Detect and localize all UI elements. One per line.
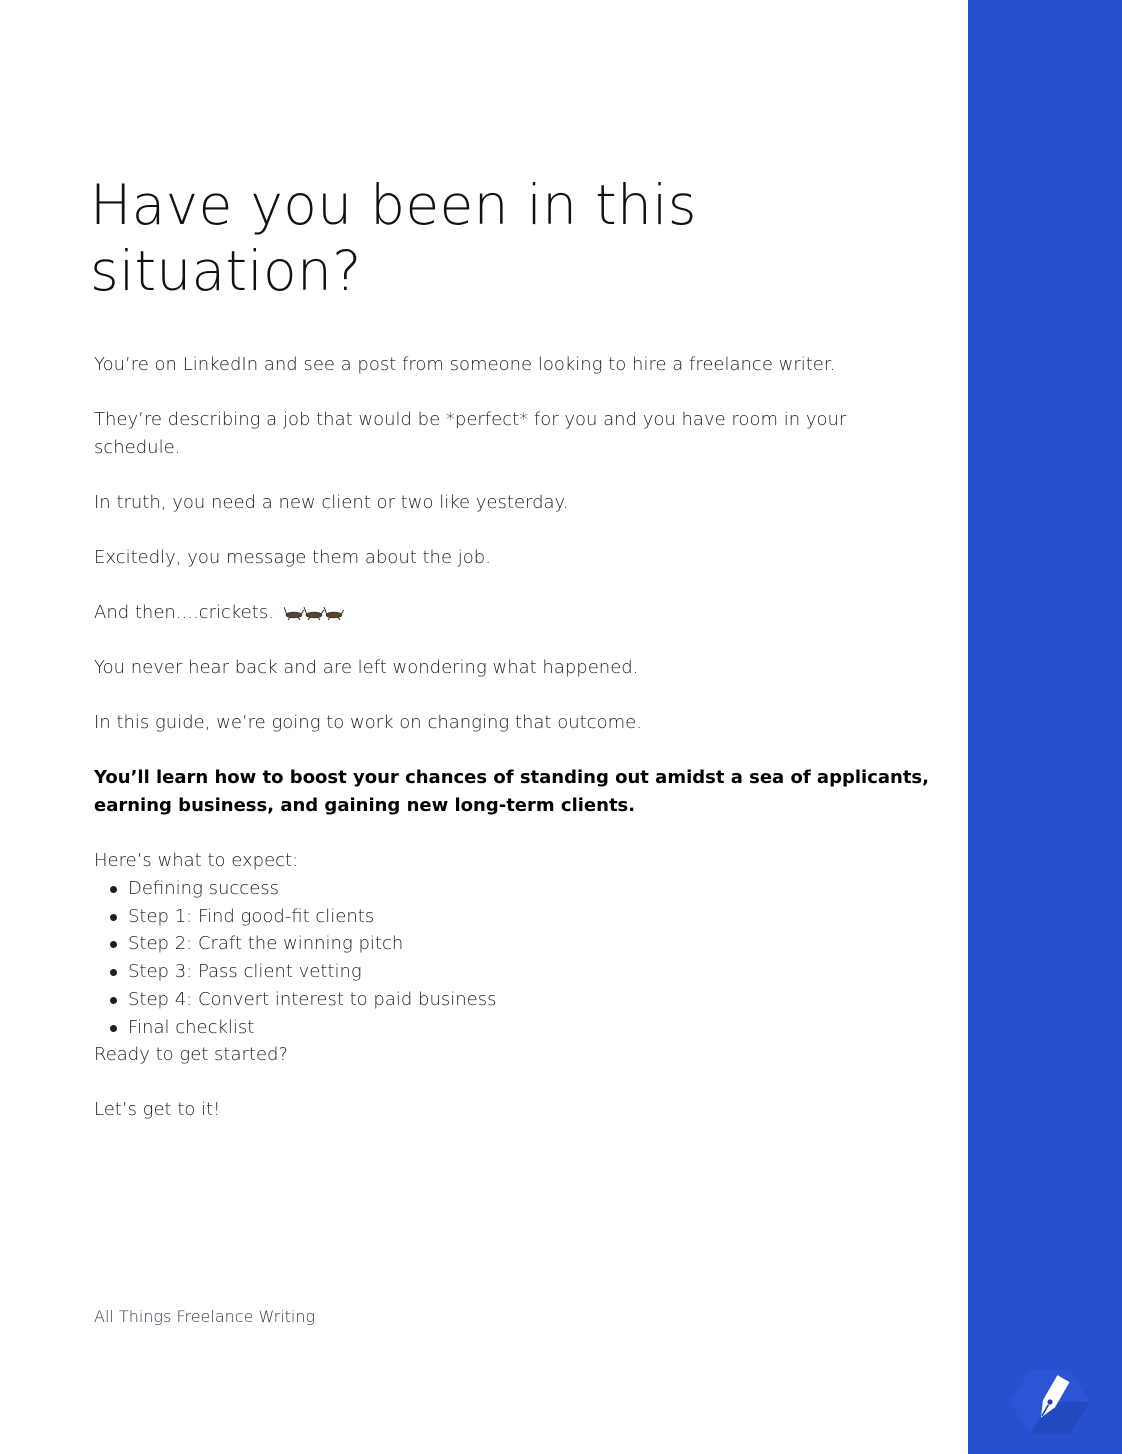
- list-item: Step 3: Pass client vetting: [128, 958, 934, 986]
- bullet-icon: [110, 914, 117, 921]
- paragraph-job-description: They’re describing a job that would be *perfect* for you and you have room in your schedule.: [94, 409, 847, 458]
- bullet-icon: [110, 886, 117, 893]
- crickets-text: And then....crickets.: [94, 602, 274, 623]
- paragraph-never-hear-back: You never hear back and are left wondering what happened.: [94, 657, 639, 678]
- paragraph-crickets: [94, 599, 934, 627]
- paragraph-lets-go: Let’s get to it!: [94, 1099, 221, 1121]
- list-item: Defining success: [128, 875, 934, 903]
- side-color-band: [968, 0, 1122, 1454]
- bullet-icon: [110, 1025, 117, 1032]
- list-item: Step 4: Convert interest to paid business: [128, 986, 934, 1014]
- bullet-icon: [110, 969, 117, 976]
- paragraph-guide-intro: In this guide, we’re going to work on changing that outcome.: [94, 712, 642, 733]
- body-content: [94, 351, 934, 1151]
- cricket-icon: [284, 605, 346, 621]
- footer-brand: All Things Freelance Writing: [94, 1307, 316, 1326]
- paragraph-message: Excitedly, you message them about the job.: [94, 547, 491, 568]
- paragraph-ready: Ready to get started?: [94, 1044, 289, 1066]
- list-item: Step 2: Craft the winning pitch: [128, 930, 934, 958]
- paragraph-linkedin: You’re on LinkedIn and see a post from someone looking to hire a freelance writer.: [94, 354, 836, 375]
- paragraph-key-takeaway: You’ll learn how to boost your chances of standing out amidst a sea of applicants, earning business, and gaining new long-term clients.: [94, 767, 929, 816]
- expectations-list: [94, 875, 934, 1041]
- bullet-icon: [110, 941, 117, 948]
- list-item: Final checklist: [128, 1014, 934, 1042]
- paragraph-what-to-expect: Here’s what to expect:: [94, 850, 299, 871]
- page-title: Have you been in this situation?: [90, 173, 697, 303]
- list-item: Step 1: Find good-fit clients: [128, 903, 934, 931]
- paragraph-need-client: In truth, you need a new client or two like yesterday.: [94, 492, 569, 513]
- bullet-icon: [110, 997, 117, 1004]
- fountain-pen-nib-icon: [1010, 1366, 1090, 1438]
